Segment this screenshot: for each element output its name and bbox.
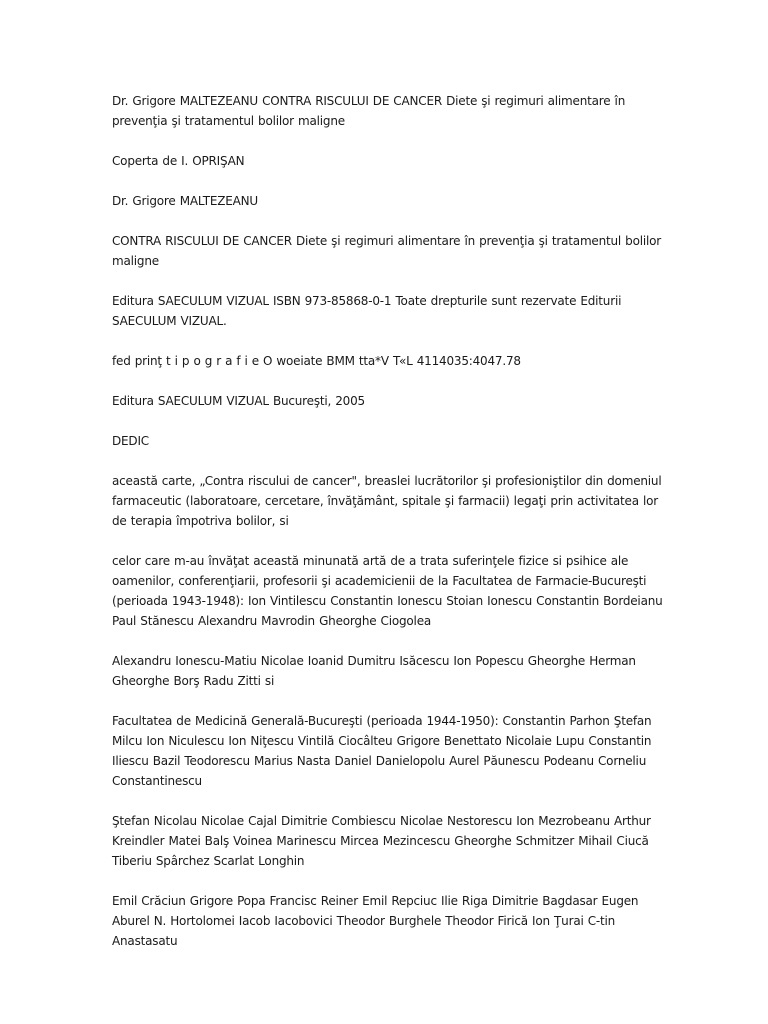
dedication-paragraph: această carte, „Contra riscului de cancer", breaslei lucrătorilor şi profesioniştilor din domeniul farmaceutic (laboratoare, cercetare, învăţământ, spitale şi farmacii) legaţi prin activitatea lor de terapia împotriva bolilor, si bbox=[112, 474, 662, 528]
dedication-heading: DEDIC bbox=[112, 434, 149, 448]
dedication-paragraph: celor care m-au învăţat această minunată artă de a trata suferinţele fizice si psihice ale oamenilor, conferenţiarii, profesorii şi academicienii de la Facultatea de Farmacie-Bucureşti (perioada 1943-1948): Ion Vintilescu Constantin Ionescu Stoian Ionescu Constantin Bordeianu Paul Stănescu Alexandru Mavrodin Gheorghe Ciogolea bbox=[112, 554, 663, 628]
printer-line: fed prinţ t i p o g r a f i e O woeiate BMM tta*V T«L 4114035:4047.78 bbox=[112, 354, 521, 368]
names-paragraph: Alexandru Ionescu-Matiu Nicolae Ioanid Dumitru Isăcescu Ion Popescu Gheorghe Herman Gheorghe Borş Radu Zitti si bbox=[112, 654, 636, 688]
names-paragraph: Facultatea de Medicină Generală-Bucureşti (perioada 1944-1950): Constantin Parhon Ştefan Milcu Ion Niculescu Ion Niţescu Vintilă Ciocâlteu Grigore Benettato Nicolaie Lupu Constantin Iliescu Bazil Teodorescu Marius Nasta Daniel Danielopolu Aurel Păunescu Podeanu Corneliu Constantinescu bbox=[112, 714, 652, 788]
document-page bbox=[112, 91, 668, 971]
author-name: Dr. Grigore MALTEZEANU bbox=[112, 194, 258, 208]
cover-credit: Coperta de I. OPRIŞAN bbox=[112, 154, 245, 168]
names-paragraph: Emil Crăciun Grigore Popa Francisc Reiner Emil Repciuc Ilie Riga Dimitrie Bagdasar Eugen Aburel N. Hortolomei Iacob Iacobovici Theodor Burghele Theodor Firică Ion Ţurai C-tin Anastasatu bbox=[112, 894, 639, 948]
title-line: Dr. Grigore MALTEZEANU CONTRA RISCULUI DE CANCER Diete şi regimuri alimentare în prevenţia şi tratamentul bolilor maligne bbox=[112, 94, 626, 128]
book-title: CONTRA RISCULUI DE CANCER Diete şi regimuri alimentare în prevenţia şi tratamentul bolilor maligne bbox=[112, 234, 662, 268]
names-paragraph: Ştefan Nicolau Nicolae Cajal Dimitrie Combiescu Nicolae Nestorescu Ion Mezrobeanu Arthur Kreindler Matei Balş Voinea Marinescu Mircea Mezincescu Gheorghe Schmitzer Mihail Ciucă Tiberiu Spârchez Scarlat Longhin bbox=[112, 814, 651, 868]
publisher-city-year: Editura SAECULUM VIZUAL Bucureşti, 2005 bbox=[112, 394, 365, 408]
publisher-isbn: Editura SAECULUM VIZUAL ISBN 973-85868-0-1 Toate drepturile sunt rezervate Editurii SAECULUM VIZUAL. bbox=[112, 294, 622, 328]
